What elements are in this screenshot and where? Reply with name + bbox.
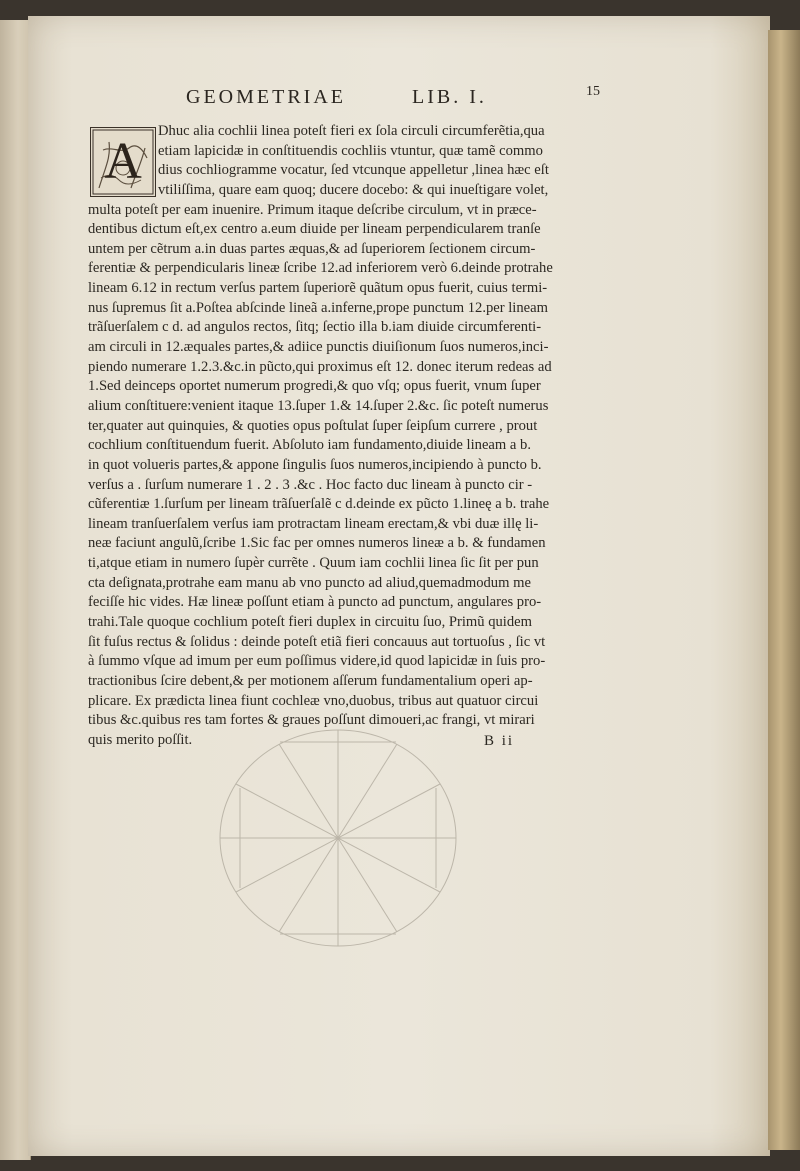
text-line: multa poteſt per eam inuenire. Primum itaque deſcribe circulum, vt in præce- [88,201,537,218]
text-line: verſus a . ſurſum numerare 1 . 2 . 3 .&c . Hoc facto duc lineam à puncto cir - [88,476,533,493]
text-line: ti,atque etiam in numero ſupèr currẽte . Quum iam cochlii linea ſic ſit per pun [88,555,539,572]
text-line: tibus &c.quibus res tam fortes & graues poſſunt dimoueri,ac frangi, vt mirari [88,712,535,729]
text-line: quis merito poſſit. [88,731,193,748]
header-book: LIB. I. [412,86,487,108]
header-title: GEOMETRIAE [186,86,346,108]
text-line: ſit fuſus rectus & ſolidus : deinde poteſt etiã fieri concauus aut tortuoſus , ſic vt [88,633,546,650]
text-line: untem per cẽtrum a.in duas partes æquas,& ad ſuperiorem ſectionem circum- [88,240,536,257]
text-line: cta deſignata,protrahe eam manu ab vno puncto ad aliud,quemadmodum me [88,574,531,591]
show-through-circle-diagram [200,728,480,968]
text-line: dentibus dictum eſt,ex centro a.eum diuide per lineam perpendicularem tranſe [88,221,541,238]
text-line: Dhuc alia cochlii linea poteſt fieri ex ſola circuli circumferẽtia,qua [158,123,545,139]
text-line: ferentiæ & perpendicularis lineæ ſcribe 12.ad inferiorem verò 6.deinde protrahe [88,260,553,277]
text-line: am circuli in 12.æquales partes,& adiice punctis diuiſionum ſuos numeros,inci- [88,339,549,356]
text-line: in quot volueris partes,& appone ſingulis ſuos numeros,incipiendo à puncto b. [88,456,542,473]
text-line: nus ſupremus ſit a.Poſtea abſcinde lineã a.inferne,prope punctum 12.per lineam [88,299,548,316]
text-line: cochlium conſtituendum fuerit. Abſoluto iam fundamento,diuide lineam a b. [88,437,531,454]
text-line: trãſuerſalem c d. ad angulos rectos, ſitq; ſectio illa b.iam diuide circumferenti- [88,319,542,336]
text-line: ter,quater aut quinquies, & quoties opus poſtulat ſuper ſeipſum currere , prout [88,417,538,434]
text-line: lineam tranſuerſalem verſus iam protractam lineam erectam,& vbi duæ illę li- [88,515,539,532]
text-line: etiam lapicidæ in conſtituendis cochliis vtuntur, quæ tamẽ commo [158,142,543,159]
text-line: vtiliſſima, quare eam quoq; ducere docebo: & qui inueſtigare volet, [158,181,549,198]
catchword-signature: B ii [484,733,515,749]
text-line: cũferentiæ 1.ſurſum per lineam trãſuerſalẽ c d.deinde ex pũcto 1.lineę a b. trahe [88,496,550,513]
text-line: lineam 6.12 in rectum verſus partem ſuperiorẽ quãtum opus fuerit, cuius termi- [88,280,548,297]
running-header [186,84,606,114]
text-line: 1.Sed deinceps oportet numerum progredi,& quo vſq; opus fuerit, vnum ſuper [88,378,541,395]
text-line: feciſſe hic vides. Hæ lineæ poſſunt etiam à puncto ad punctum, angulares pro- [88,594,542,611]
text-line: tractionibus ſcire debent,& per motionem aſſerum fundamentalium operi ap- [88,672,533,689]
left-page-edge [0,20,31,1160]
text-line: dius cochliogramme vocatur, ſed vtcunque appelletur ,linea hæc eſt [158,162,549,179]
text-line: trahi.Tale quoque cochlium poteſt fieri duplex in circuitu ſuo, Primũ quidem [88,614,532,631]
text-line: neæ faciunt angulũ,ſcribe 1.Sic fac per omnes numeros lineæ a b. & fundamen [88,535,546,552]
text-line: plicare. Ex prædicta linea fiunt cochleæ vno,duobus, tribus aut quatuor circui [88,692,539,709]
drop-cap-letter: A [104,133,142,190]
book-cover-edge [768,30,800,1150]
text-line: piendo numerare 1.2.3.&c.in pũcto,qui proximus eſt 12. donec iterum redeas ad [88,358,552,375]
body-text [88,122,610,751]
folio-number: 15 [586,84,600,99]
text-line: alium conſtituere:venient itaque 13.ſuper 1.& 14.ſuper 2.&c. ſic poteſt numerus [88,397,549,414]
text-line: à ſummo vſque ad imum per eum poſſimus videre,id quod lapicidæ in ſuis pro- [88,653,546,670]
